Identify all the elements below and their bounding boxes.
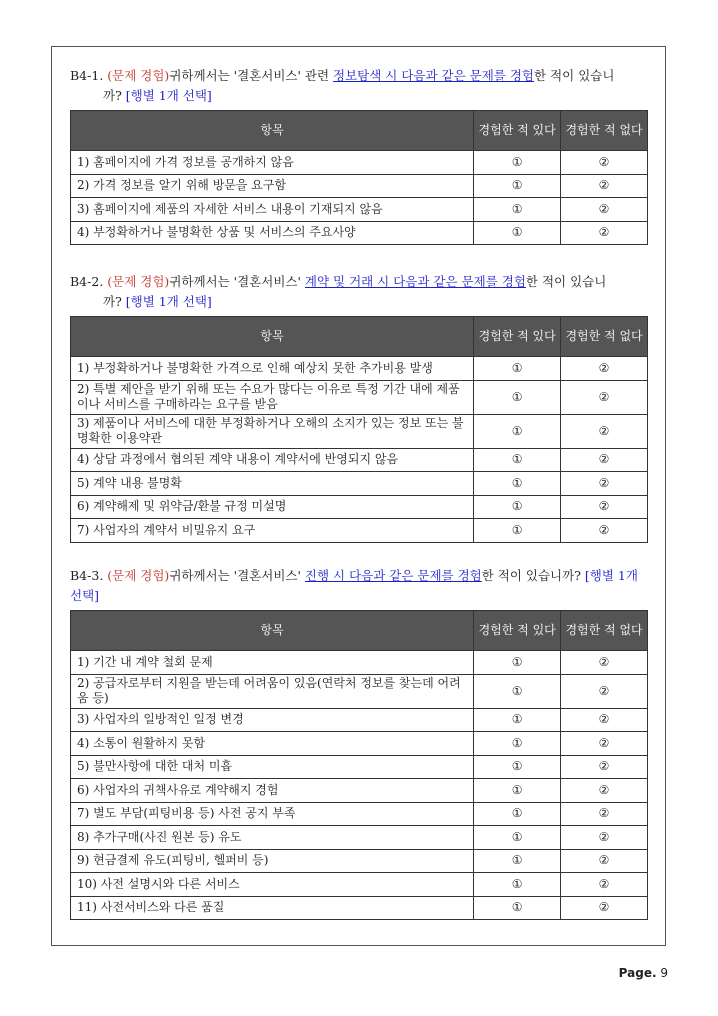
option-no[interactable]: ② xyxy=(561,519,648,543)
table-row xyxy=(71,221,648,245)
option-yes[interactable]: ① xyxy=(474,732,561,756)
option-yes[interactable]: ① xyxy=(474,802,561,826)
question-underlined: 진행 시 다음과 같은 문제를 경험 xyxy=(304,568,482,583)
row-label: 5) 계약 내용 불명확 xyxy=(71,472,474,496)
option-yes[interactable]: ① xyxy=(474,198,561,222)
row-label: 10) 사전 설명시와 다른 서비스 xyxy=(71,873,474,897)
question-tag: (문제 경험) xyxy=(107,568,170,583)
table-row xyxy=(71,519,648,543)
row-label: 2) 특별 제안을 받기 위해 또는 수요가 많다는 이유로 특정 기간 내에 제품이나 서비스를 구매하라는 요구를 받음 xyxy=(71,380,474,414)
row-label: 6) 계약해제 및 위약금/환불 규정 미설명 xyxy=(71,495,474,519)
table-row xyxy=(71,873,648,897)
table-row xyxy=(71,448,648,472)
row-label: 5) 불만사항에 대한 대처 미흡 xyxy=(71,755,474,779)
option-no[interactable]: ② xyxy=(561,826,648,850)
table-row xyxy=(71,198,648,222)
option-no[interactable]: ② xyxy=(561,708,648,732)
question-tag: (문제 경험) xyxy=(107,68,170,83)
question-continuation: 까? xyxy=(103,294,122,309)
table-row xyxy=(71,802,648,826)
response-table-3 xyxy=(70,610,648,920)
option-yes[interactable]: ① xyxy=(474,221,561,245)
table-row xyxy=(71,674,648,708)
table-row xyxy=(71,826,648,850)
option-yes[interactable]: ① xyxy=(474,755,561,779)
option-yes[interactable]: ① xyxy=(474,495,561,519)
option-no[interactable]: ② xyxy=(561,380,648,414)
question-text-3 xyxy=(70,566,650,606)
option-no[interactable]: ② xyxy=(561,174,648,198)
row-label: 1) 홈페이지에 가격 정보를 공개하지 않음 xyxy=(71,151,474,175)
row-label: 3) 사업자의 일방적인 일정 변경 xyxy=(71,708,474,732)
option-yes[interactable]: ① xyxy=(474,357,561,381)
option-yes[interactable]: ① xyxy=(474,519,561,543)
option-yes[interactable]: ① xyxy=(474,448,561,472)
option-yes[interactable]: ① xyxy=(474,380,561,414)
option-no[interactable]: ② xyxy=(561,198,648,222)
question-prefix: 귀하께서는 '결혼서비스' xyxy=(169,568,305,583)
table-row xyxy=(71,849,648,873)
row-label: 3) 제품이나 서비스에 대한 부정확하거나 오해의 소지가 있는 정보 또는 불명확한 이용약관 xyxy=(71,414,474,448)
table-row xyxy=(71,380,648,414)
option-no[interactable]: ② xyxy=(561,674,648,708)
option-no[interactable]: ② xyxy=(561,849,648,873)
row-label: 3) 홈페이지에 제품의 자세한 서비스 내용이 기재되지 않음 xyxy=(71,198,474,222)
option-no[interactable]: ② xyxy=(561,414,648,448)
question-suffix: 한 적이 있습니까? xyxy=(481,568,581,583)
option-yes[interactable]: ① xyxy=(474,472,561,496)
row-label: 4) 상담 과정에서 협의된 계약 내용이 계약서에 반영되지 않음 xyxy=(71,448,474,472)
question-suffix: 한 적이 있습니 xyxy=(525,274,607,289)
table-row xyxy=(71,357,648,381)
row-label: 2) 가격 정보를 알기 위해 방문을 요구함 xyxy=(71,174,474,198)
row-label: 1) 기간 내 계약 철회 문제 xyxy=(71,651,474,675)
question-suffix: 한 적이 있습니 xyxy=(534,68,615,83)
row-label: 4) 부정확하거나 불명확한 상품 및 서비스의 주요사양 xyxy=(71,221,474,245)
row-label: 11) 사전서비스와 다른 품질 xyxy=(71,896,474,920)
question-underlined: 계약 및 거래 시 다음과 같은 문제를 경험 xyxy=(304,274,526,289)
question-note: [행별 1개 선택] xyxy=(70,568,638,603)
table-row xyxy=(71,151,648,175)
table-row xyxy=(71,779,648,803)
row-label: 2) 공급자로부터 지원을 받는데 어려움이 있음(연락처 정보를 찾는데 어려움 등) xyxy=(71,674,474,708)
question-prefix: 귀하께서는 '결혼서비스' xyxy=(169,274,305,289)
question-note: [행별 1개 선택] xyxy=(125,294,212,309)
option-yes[interactable]: ① xyxy=(474,414,561,448)
table-row xyxy=(71,414,648,448)
option-no[interactable]: ② xyxy=(561,151,648,175)
question-prefix: 귀하께서는 '결혼서비스' 관련 xyxy=(169,68,334,83)
table-row xyxy=(71,174,648,198)
row-label: 1) 부정확하거나 불명확한 가격으로 인해 예상치 못한 추가비용 발생 xyxy=(71,357,474,381)
table-row xyxy=(71,472,648,496)
question-note: [행별 1개 선택] xyxy=(125,88,212,103)
option-yes[interactable]: ① xyxy=(474,826,561,850)
row-label: 6) 사업자의 귀책사유로 계약해지 경험 xyxy=(71,779,474,803)
question-continuation: 까? xyxy=(103,88,122,103)
table-row xyxy=(71,896,648,920)
table-row xyxy=(71,495,648,519)
option-yes[interactable]: ① xyxy=(474,151,561,175)
response-table-1 xyxy=(70,110,648,245)
row-label: 7) 사업자의 계약서 비밀유지 요구 xyxy=(71,519,474,543)
question-tag: (문제 경험) xyxy=(107,274,170,289)
question-text-2 xyxy=(70,272,650,312)
header-yes: 경험한 적 있다 xyxy=(474,317,561,357)
table-row xyxy=(71,651,648,675)
table-row xyxy=(71,732,648,756)
option-yes[interactable]: ① xyxy=(474,708,561,732)
page-number-value: 9 xyxy=(660,966,668,980)
table-row xyxy=(71,708,648,732)
option-no[interactable]: ② xyxy=(561,873,648,897)
question-id: B4-3. xyxy=(70,568,104,583)
row-label: 7) 별도 부담(피팅비용 등) 사전 공지 부족 xyxy=(71,802,474,826)
option-no[interactable]: ② xyxy=(561,357,648,381)
option-no[interactable]: ② xyxy=(561,472,648,496)
header-no: 경험한 적 없다 xyxy=(561,111,648,151)
header-item: 항목 xyxy=(71,611,474,651)
page-number xyxy=(619,966,668,980)
header-yes: 경험한 적 있다 xyxy=(474,111,561,151)
option-yes[interactable]: ① xyxy=(474,174,561,198)
option-yes[interactable]: ① xyxy=(474,873,561,897)
page-label: Page. xyxy=(618,966,657,980)
row-label: 8) 추가구매(사진 원본 등) 유도 xyxy=(71,826,474,850)
row-label: 9) 현금결제 유도(피팅비, 헬퍼비 등) xyxy=(71,849,474,873)
option-yes[interactable]: ① xyxy=(474,896,561,920)
header-yes: 경험한 적 있다 xyxy=(474,611,561,651)
option-no[interactable]: ② xyxy=(561,651,648,675)
option-yes[interactable]: ① xyxy=(474,849,561,873)
header-item: 항목 xyxy=(71,317,474,357)
option-no[interactable]: ② xyxy=(561,221,648,245)
option-no[interactable]: ② xyxy=(561,896,648,920)
option-no[interactable]: ② xyxy=(561,495,648,519)
row-label: 4) 소통이 원활하지 못함 xyxy=(71,732,474,756)
option-yes[interactable]: ① xyxy=(474,674,561,708)
option-no[interactable]: ② xyxy=(561,448,648,472)
question-text-1 xyxy=(70,66,650,106)
question-underlined: 정보탐색 시 다음과 같은 문제를 경험 xyxy=(333,68,535,83)
option-no[interactable]: ② xyxy=(561,755,648,779)
header-no: 경험한 적 없다 xyxy=(561,611,648,651)
option-no[interactable]: ② xyxy=(561,802,648,826)
option-yes[interactable]: ① xyxy=(474,651,561,675)
response-table-2 xyxy=(70,316,648,543)
question-id: B4-2. xyxy=(70,274,104,289)
question-id: B4-1. xyxy=(70,68,104,83)
table-row xyxy=(71,755,648,779)
header-item: 항목 xyxy=(71,111,474,151)
option-no[interactable]: ② xyxy=(561,732,648,756)
header-no: 경험한 적 없다 xyxy=(561,317,648,357)
option-yes[interactable]: ① xyxy=(474,779,561,803)
option-no[interactable]: ② xyxy=(561,779,648,803)
